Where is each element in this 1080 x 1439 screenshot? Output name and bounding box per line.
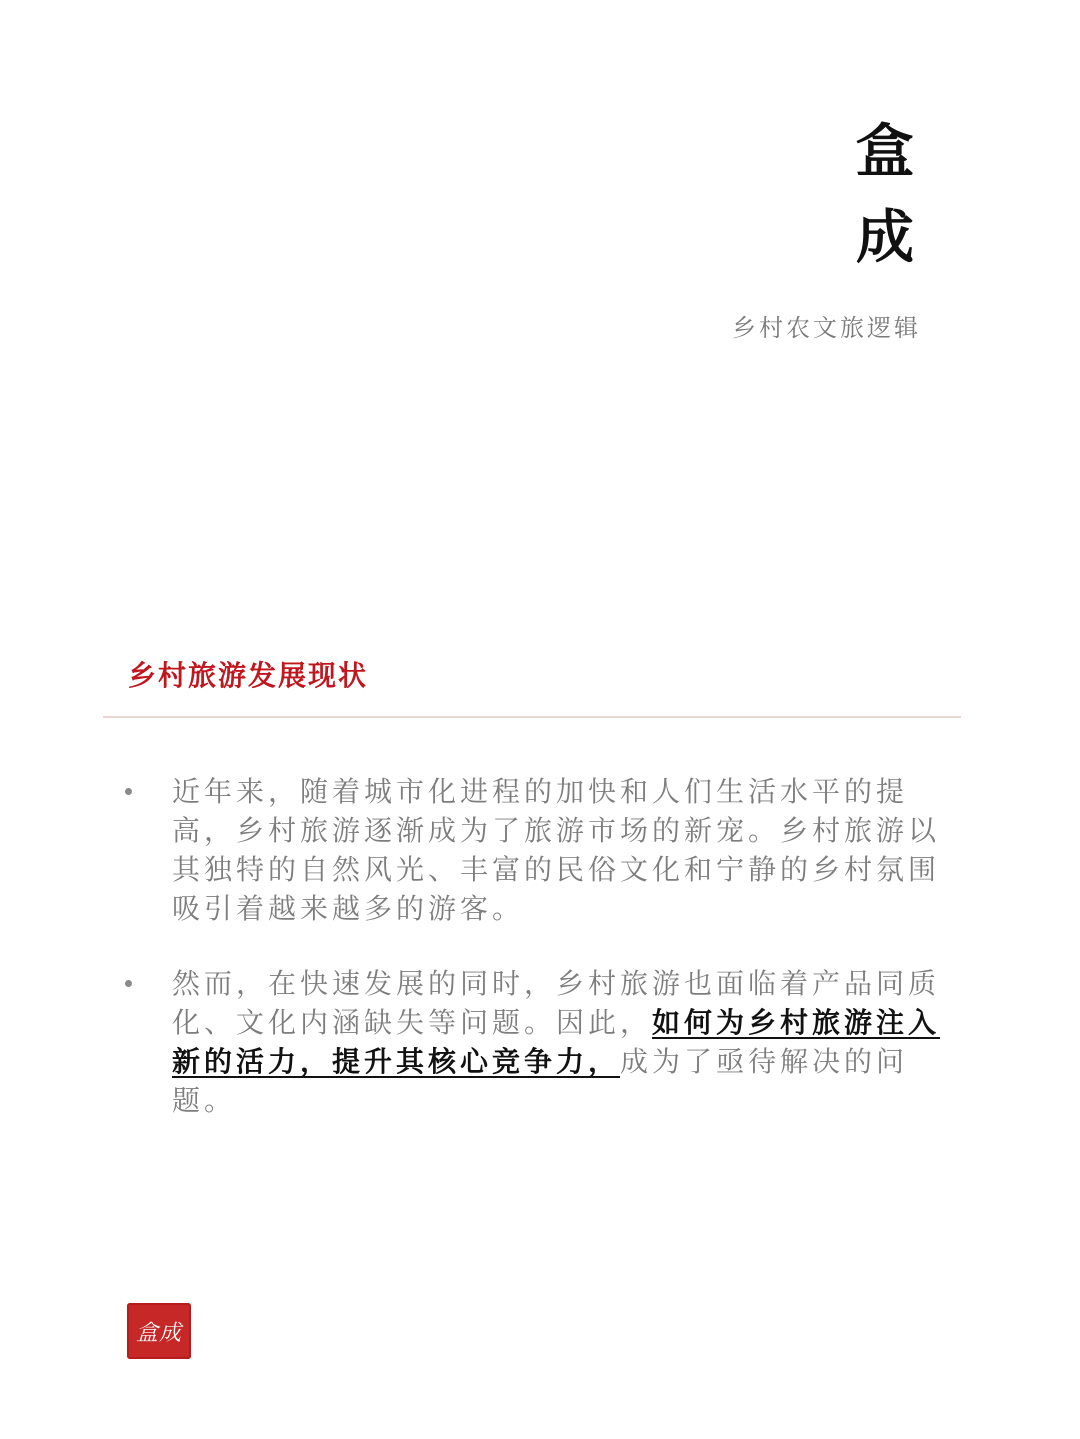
section-divider [103,716,961,718]
brand-char-2: 成 [855,203,914,271]
bullet-text-after: 成为了亟待解决的问题。 [172,1045,909,1117]
brand-logo-vertical [840,108,930,280]
bullet-text: 近年来，随着城市化进程的加快和人们生活水平的提高，乡村旅游逐渐成为了旅游市场的新宠。乡村旅游以其独特的自然风光、丰富的民俗文化和宁静的乡村氛围吸引着越来越多的游客。 [172,775,941,925]
bullet-text-before: 然而，在快速发展的同时，乡村旅游也面临着产品同质化、文化内涵缺失等问题。因此， [172,967,941,1039]
bullet-list [120,772,970,1156]
seal-text: 盒成 [135,1320,182,1346]
bullet-item [120,772,942,928]
brand-char-1: 盒 [855,117,914,185]
section-title: 乡村旅游发展现状 [128,659,369,692]
brand-subtitle: 乡村农文旅逻辑 [732,314,921,342]
bullet-dot-icon [125,788,132,795]
bullet-item [120,964,942,1120]
bullet-dot-icon [125,980,132,987]
seal-stamp-icon [127,1303,191,1359]
bullet-emphasis: 如何为乡村旅游注入新的活力，提升其核心竞争力， [172,1006,941,1078]
